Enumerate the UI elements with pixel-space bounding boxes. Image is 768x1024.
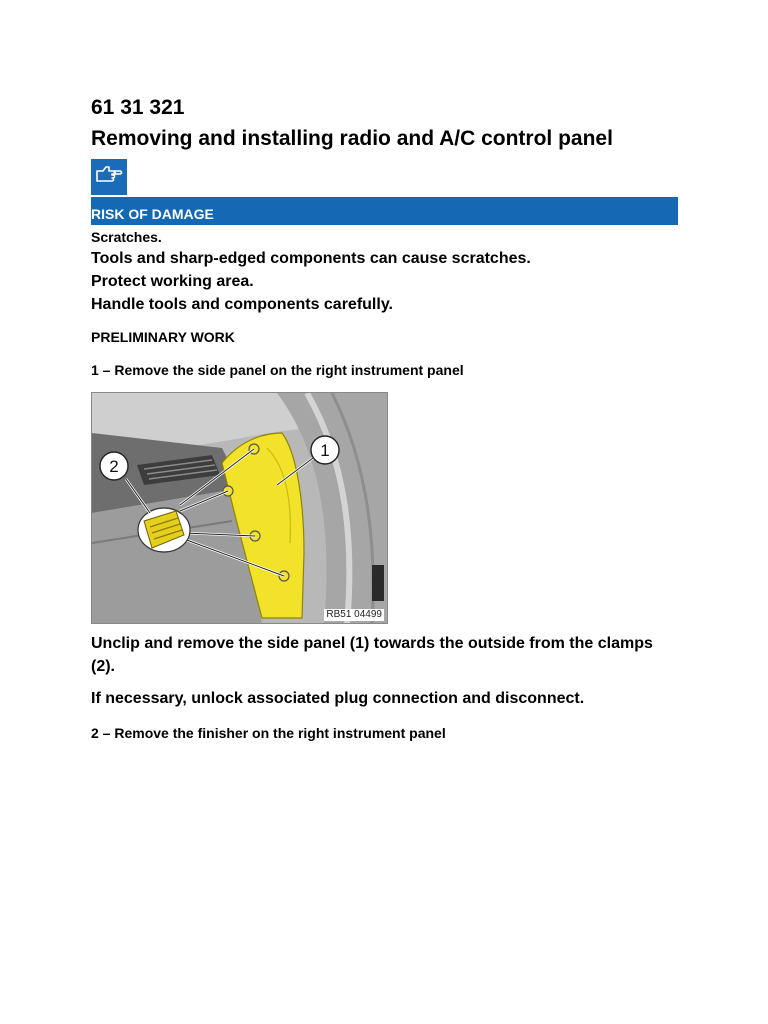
document-number: 61 31 321 (91, 96, 185, 119)
step-heading: 2 – Remove the finisher on the right instrument panel (91, 725, 446, 741)
risk-line: Tools and sharp-edged components can cause scratches. (91, 250, 531, 267)
risk-short-text: Scratches. (91, 229, 162, 245)
pointing-hand-icon (95, 165, 123, 190)
document-title: Removing and installing radio and A/C control panel (91, 127, 613, 150)
preliminary-work-heading: PRELIMINARY WORK (91, 329, 235, 345)
step-paragraph: Unclip and remove the side panel (1) towards the outside from the clamps (2). (91, 635, 653, 675)
document-page (91, 94, 681, 743)
risk-banner: RISK OF DAMAGE (91, 197, 678, 225)
callout-2-label: 2 (109, 457, 119, 476)
callout-1-label: 1 (320, 441, 330, 460)
risk-line: Handle tools and components carefully. (91, 296, 393, 313)
risk-line: Protect working area. (91, 273, 254, 290)
side-panel-illustration (91, 392, 388, 624)
step-heading: 1 – Remove the side panel on the right instrument panel (91, 362, 464, 378)
figure-code: RB51 04499 (326, 609, 382, 620)
clamp-shape (138, 508, 190, 552)
step-paragraph: If necessary, unlock associated plug connection and disconnect. (91, 690, 585, 707)
note-icon-box (91, 159, 127, 195)
